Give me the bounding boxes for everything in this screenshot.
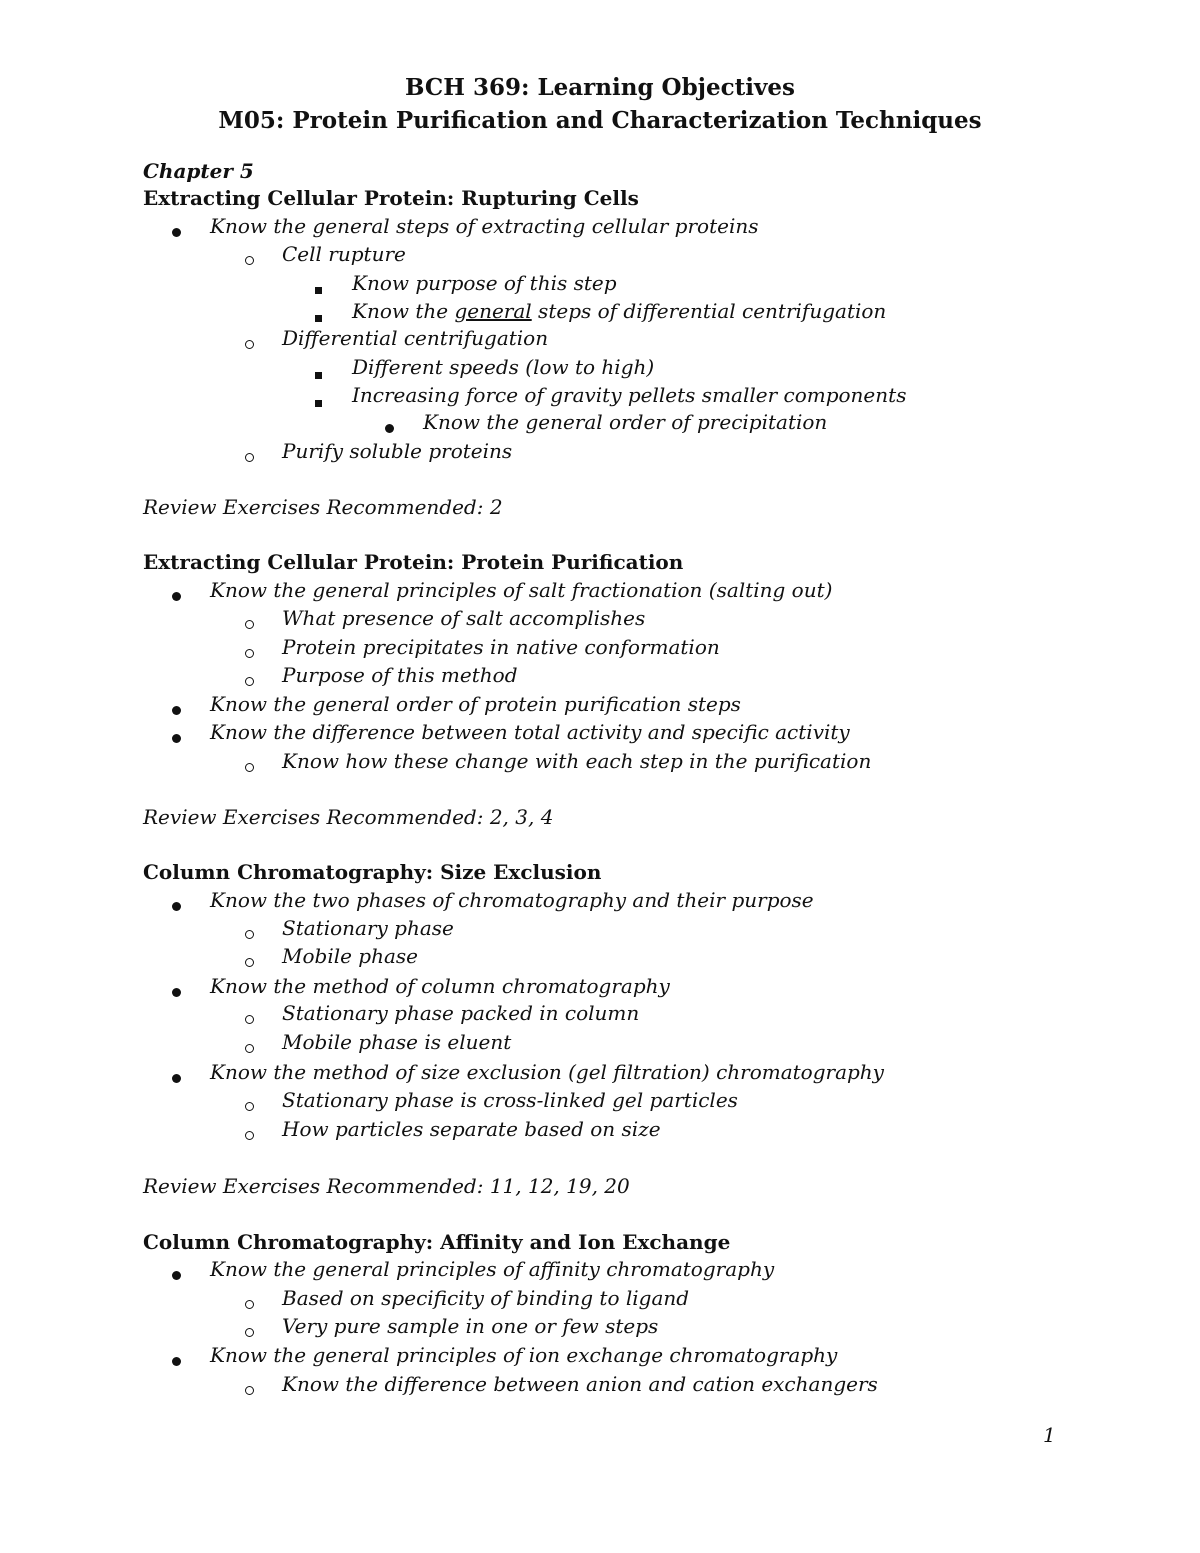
bullet-circle bbox=[245, 1125, 254, 1144]
item-text: Know the bbox=[352, 299, 455, 323]
page-number: 1 bbox=[1043, 1423, 1056, 1447]
bullet-circle bbox=[245, 614, 254, 633]
bullet-circle bbox=[245, 1380, 254, 1399]
objective-item: Purpose of this method bbox=[282, 663, 518, 687]
review-exercises: Review Exercises Recommended: 2 bbox=[143, 495, 503, 519]
objective-item: Differential centrifugation bbox=[282, 326, 549, 350]
bullet-circle bbox=[245, 757, 254, 776]
section-heading: Column Chromatography: Size Exclusion bbox=[143, 860, 602, 884]
bullet-circle bbox=[245, 1038, 254, 1057]
bullet-dot bbox=[172, 896, 181, 915]
document-title: BCH 369: Learning Objectives bbox=[405, 74, 795, 101]
objective-item: Know the general steps of extracting cellular proteins bbox=[210, 214, 759, 238]
bullet-dot bbox=[172, 586, 181, 605]
objective-item: Know the general order of precipitation bbox=[423, 410, 828, 434]
bullet-circle bbox=[245, 250, 254, 269]
objective-item: What presence of salt accomplishes bbox=[282, 606, 646, 630]
bullet-dot bbox=[172, 1265, 181, 1284]
objective-item: Know how these change with each step in the purification bbox=[282, 749, 872, 773]
objective-item: Know the general principles of affinity chromatography bbox=[210, 1257, 775, 1281]
objective-item: Different speeds (low to high) bbox=[352, 355, 655, 379]
item-text: steps of differential centrifugation bbox=[531, 299, 887, 323]
objective-item: Know the method of size exclusion (gel filtration) chromatography bbox=[210, 1060, 884, 1084]
bullet-square bbox=[315, 364, 322, 383]
bullet-circle bbox=[245, 671, 254, 690]
section-heading: Extracting Cellular Protein: Protein Purification bbox=[143, 550, 684, 574]
bullet-dot bbox=[172, 1351, 181, 1370]
review-exercises: Review Exercises Recommended: 2, 3, 4 bbox=[143, 805, 554, 829]
bullet-dot bbox=[172, 222, 181, 241]
bullet-circle bbox=[245, 1009, 254, 1028]
objective-item: Know the general principles of ion exchange chromatography bbox=[210, 1343, 838, 1367]
bullet-circle bbox=[245, 643, 254, 662]
objective-item: Know purpose of this step bbox=[352, 271, 617, 295]
objective-item: How particles separate based on size bbox=[282, 1117, 661, 1141]
underlined-word: general bbox=[454, 299, 532, 323]
objective-item: Know the difference between anion and cation exchangers bbox=[282, 1372, 878, 1396]
bullet-circle bbox=[245, 447, 254, 466]
bullet-dot bbox=[172, 982, 181, 1001]
bullet-circle bbox=[245, 334, 254, 353]
objective-item: Stationary phase packed in column bbox=[282, 1001, 640, 1025]
objective-item: Stationary phase is cross-linked gel particles bbox=[282, 1088, 738, 1112]
objective-item: Stationary phase bbox=[282, 916, 454, 940]
bullet-dot bbox=[172, 728, 181, 747]
bullet-dot bbox=[385, 418, 394, 437]
objective-item: Purify soluble proteins bbox=[282, 439, 513, 463]
objective-item: Cell rupture bbox=[282, 242, 406, 266]
objective-item: Mobile phase bbox=[282, 944, 419, 968]
objective-item: Increasing force of gravity pellets smaller components bbox=[352, 383, 907, 407]
objective-item: Very pure sample in one or few steps bbox=[282, 1314, 659, 1338]
objective-item: Know the two phases of chromatography and their purpose bbox=[210, 888, 814, 912]
bullet-square bbox=[315, 279, 322, 298]
bullet-circle bbox=[245, 1294, 254, 1313]
bullet-circle bbox=[245, 1096, 254, 1115]
objective-item: Protein precipitates in native conformation bbox=[282, 635, 720, 659]
bullet-dot bbox=[172, 700, 181, 719]
chapter-label: Chapter 5 bbox=[143, 159, 254, 183]
objective-item: Based on specificity of binding to ligand bbox=[282, 1286, 690, 1310]
document-subtitle: M05: Protein Purification and Characterization Techniques bbox=[218, 107, 982, 134]
review-exercises: Review Exercises Recommended: 11, 12, 19, 20 bbox=[143, 1174, 630, 1198]
bullet-square bbox=[315, 392, 322, 411]
section-heading: Column Chromatography: Affinity and Ion Exchange bbox=[143, 1230, 731, 1254]
bullet-circle bbox=[245, 1322, 254, 1341]
objective-item: Know the general principles of salt fractionation (salting out) bbox=[210, 578, 833, 602]
objective-item: Know the general order of protein purification steps bbox=[210, 692, 741, 716]
objective-item bbox=[352, 297, 886, 325]
objective-item: Know the difference between total activity and specific activity bbox=[210, 720, 850, 744]
objective-item: Mobile phase is eluent bbox=[282, 1030, 512, 1054]
objective-item: Know the method of column chromatography bbox=[210, 974, 670, 998]
bullet-circle bbox=[245, 952, 254, 971]
bullet-circle bbox=[245, 924, 254, 943]
section-heading: Extracting Cellular Protein: Rupturing Cells bbox=[143, 186, 639, 210]
bullet-dot bbox=[172, 1068, 181, 1087]
